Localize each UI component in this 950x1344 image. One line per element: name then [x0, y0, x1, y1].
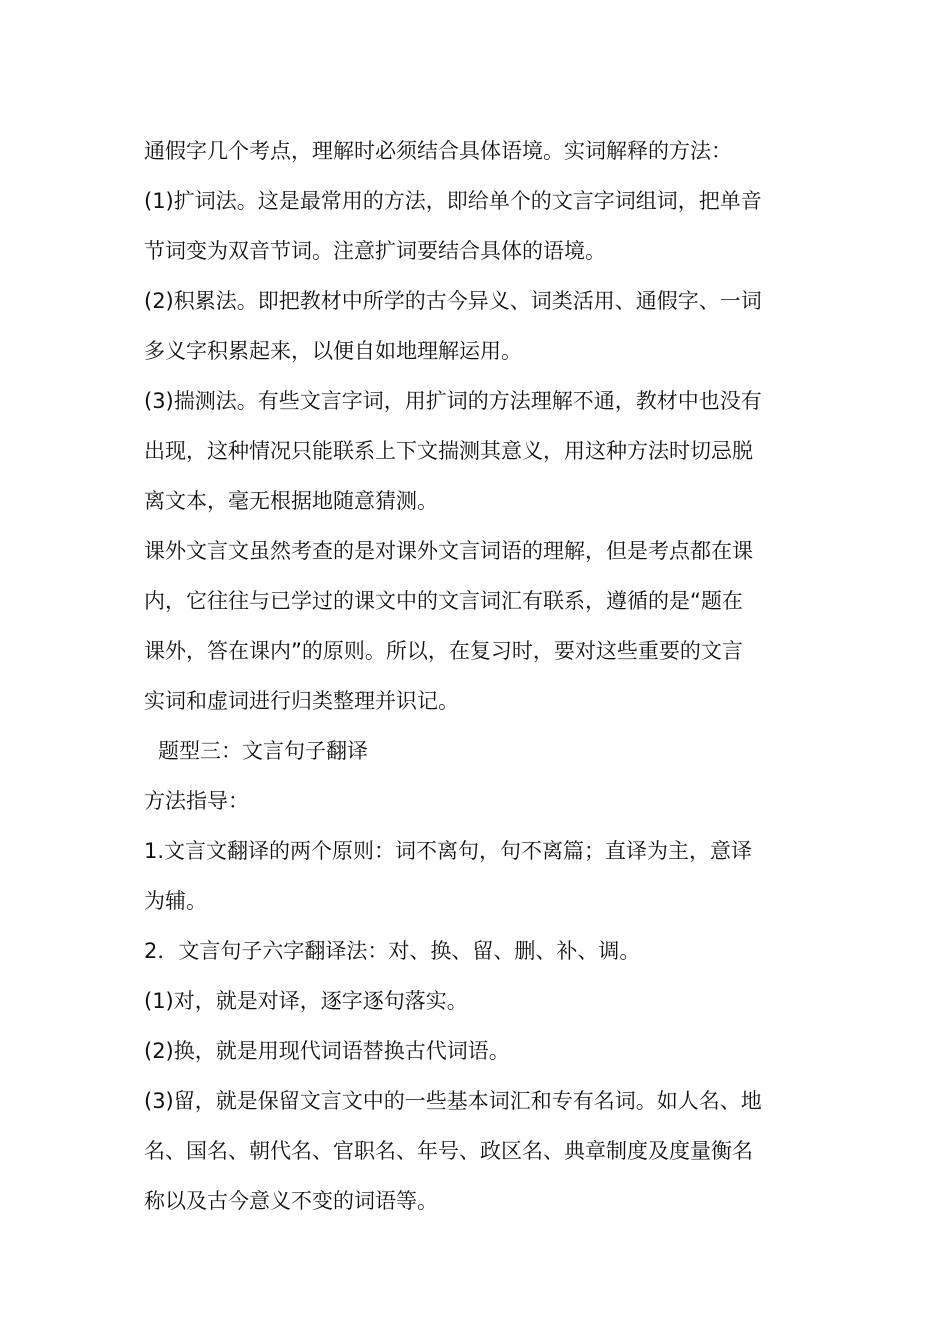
text-line: (2)积累法。即把教材中所学的古今异义、词类活用、通假字、一词: [144, 289, 762, 313]
text-line: (1)对，就是对译，逐字逐句落实。: [144, 989, 468, 1013]
text-line: (3)揣测法。有些文言字词，用扩词的方法理解不通，教材中也没有: [144, 389, 762, 413]
text-line: 实词和虚词进行归类整理并识记。: [144, 689, 459, 713]
text-line: 方法指导：: [144, 789, 249, 813]
section-heading: 题型三：文言句子翻译: [158, 739, 368, 763]
text-line: (3)留，就是保留文言文中的一些基本词汇和专有名词。如人名、地: [144, 1089, 762, 1113]
text-line: 多义字积累起来，以便自如地理解运用。: [144, 339, 522, 363]
text-line: 名、国名、朝代名、官职名、年号、政区名、典章制度及度量衡名: [144, 1139, 753, 1163]
text-line: (2)换，就是用现代词语替换古代词语。: [144, 1039, 510, 1063]
text-line: (1)扩词法。这是最常用的方法，即给单个的文言字词组词，把单音: [144, 189, 762, 213]
text-line: 离文本，毫无根据地随意猜测。: [144, 489, 438, 513]
document-body: [144, 126, 816, 1226]
text-line: 出现，这种情况只能联系上下文揣测其意义，用这种方法时切忌脱: [144, 439, 753, 463]
text-line: 内，它往往与已学过的课文中的文言词汇有联系，遵循的是“题在: [144, 589, 743, 613]
text-line: 课外，答在课内”的原则。所以，在复习时，要对这些重要的文言: [144, 639, 743, 663]
text-line: 为辅。: [144, 889, 207, 913]
text-line: 通假字几个考点，理解时必须结合具体语境。实词解释的方法：: [144, 139, 732, 163]
text-line: 节词变为双音节词。注意扩词要结合具体的语境。: [144, 239, 606, 263]
text-line: 称以及古今意义不变的词语等。: [144, 1189, 438, 1213]
text-line: 2．文言句子六字翻译法：对、换、留、删、补、调。: [144, 939, 641, 963]
text-line: 课外文言文虽然考查的是对课外文言词语的理解，但是考点都在课: [144, 539, 753, 563]
text-line: 1.文言文翻译的两个原则：词不离句，句不离篇；直译为主，意译: [144, 839, 753, 863]
